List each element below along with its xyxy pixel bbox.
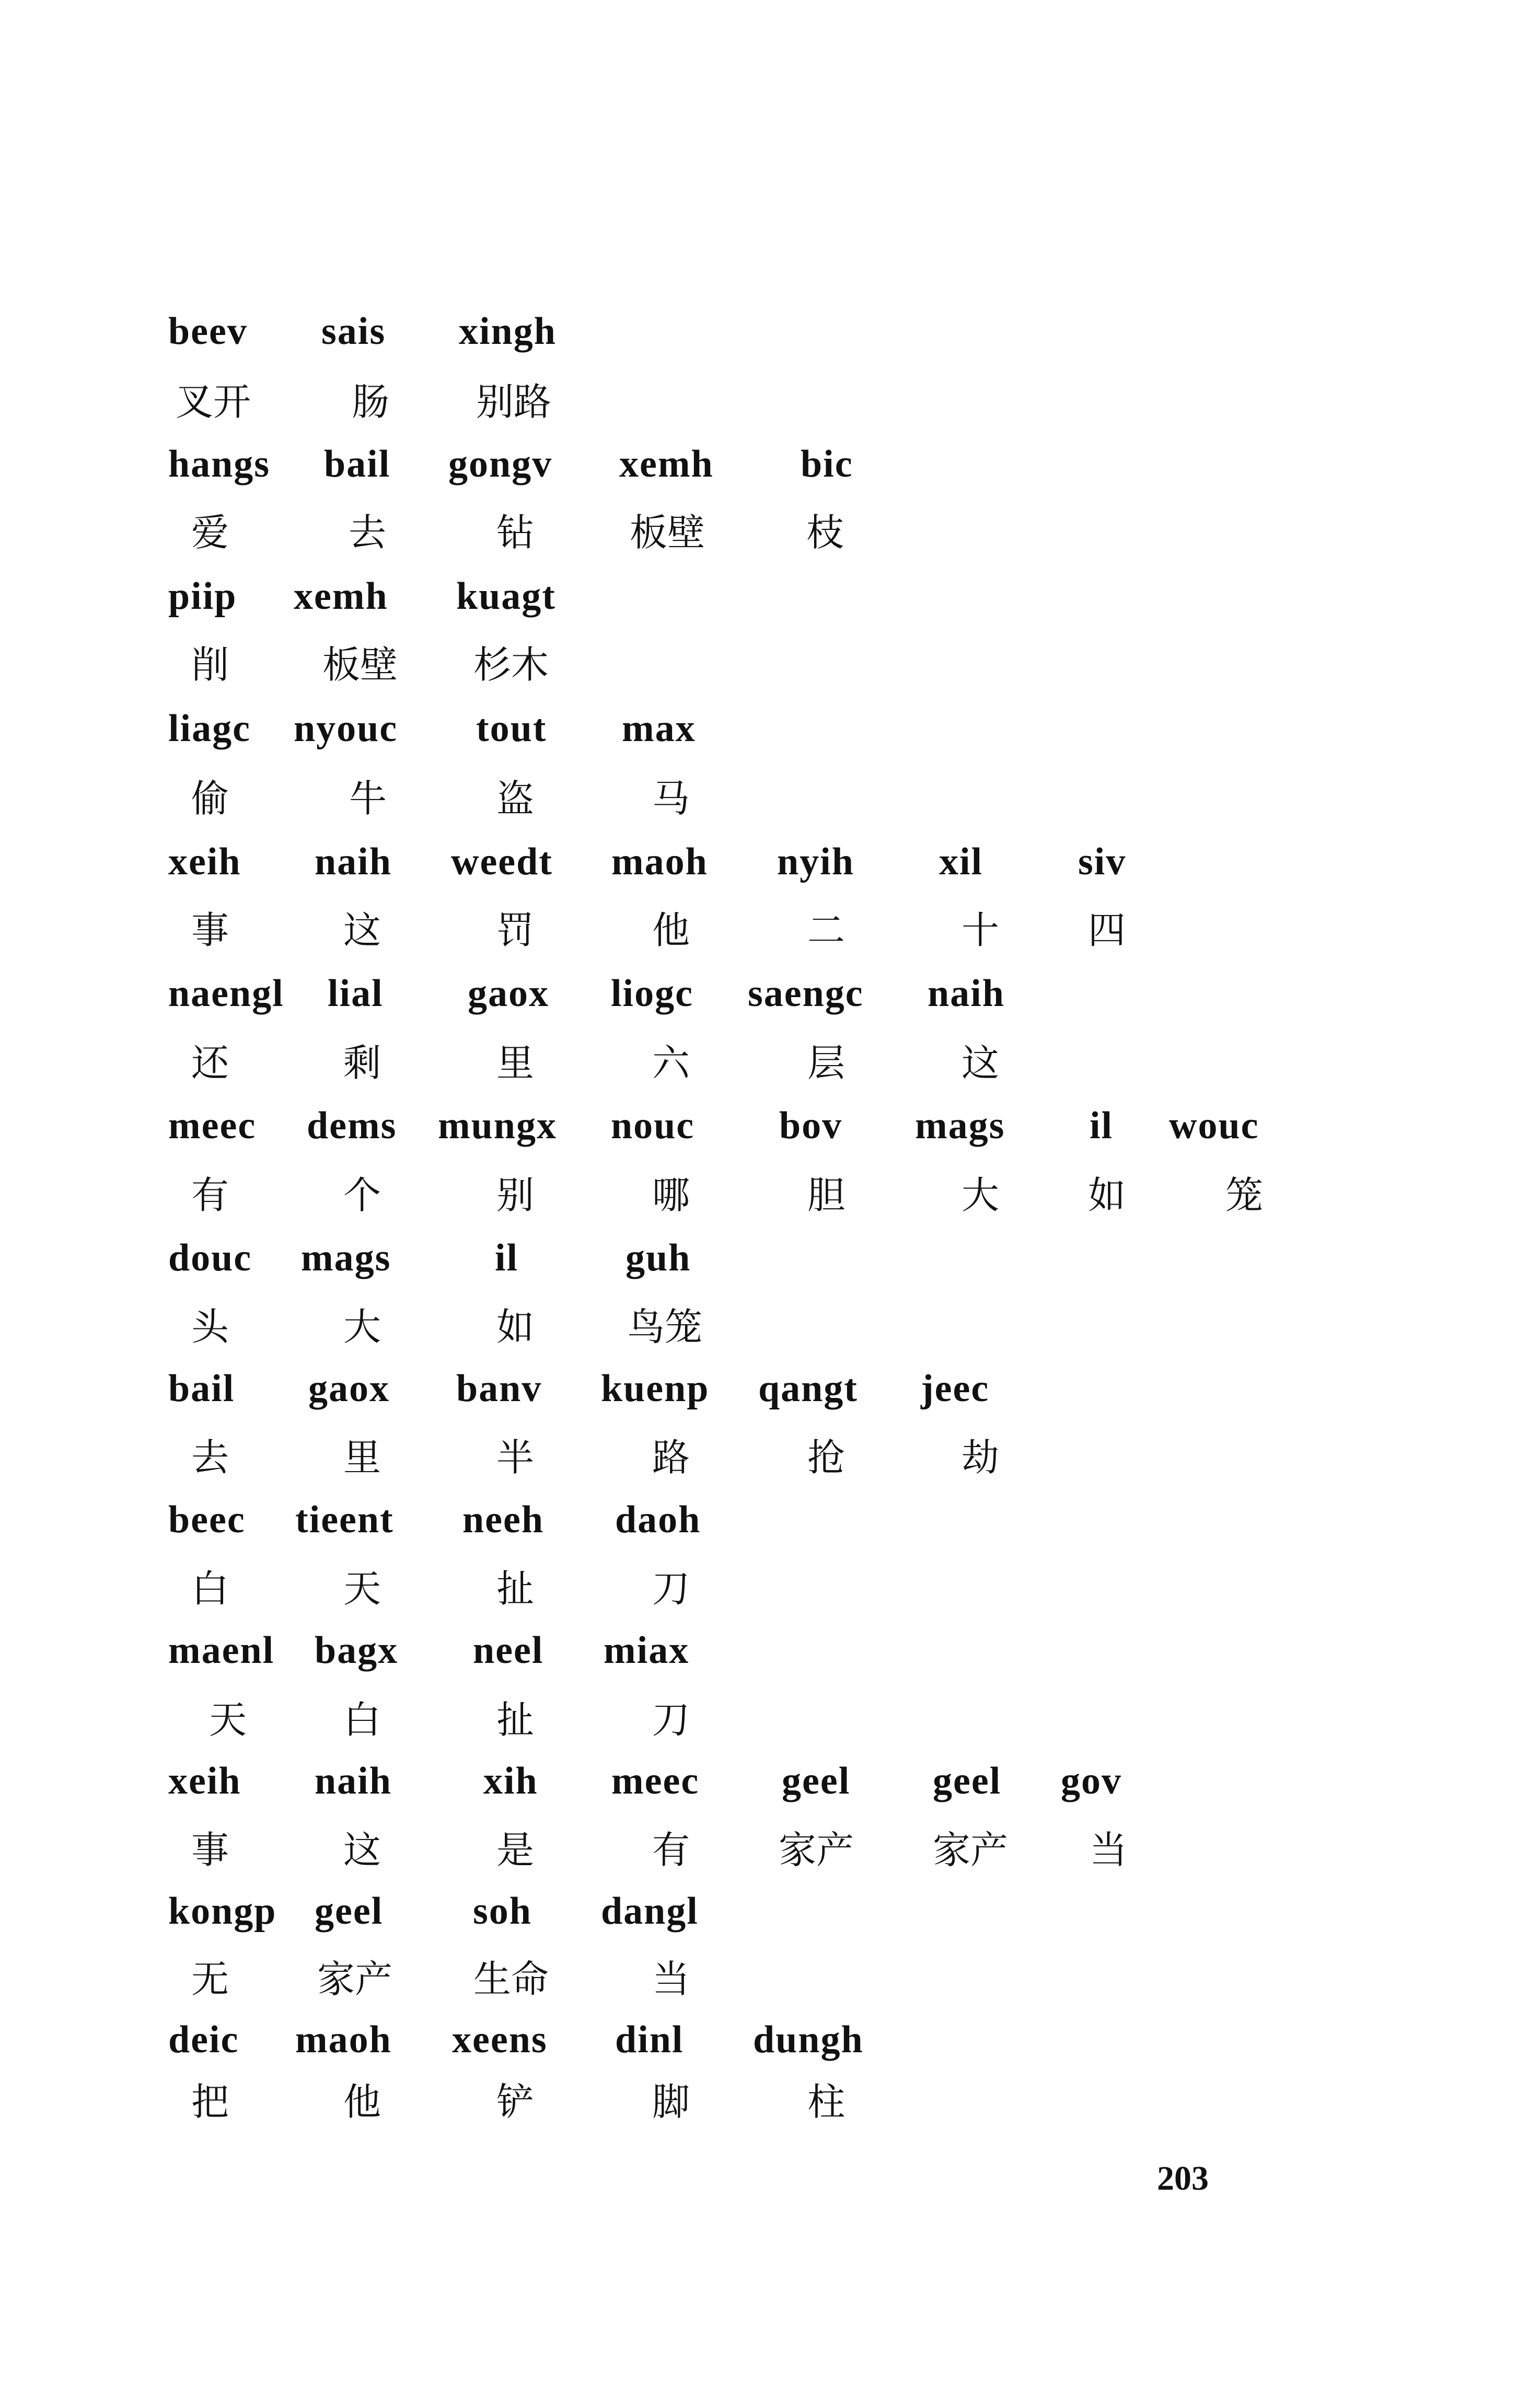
gloss-line <box>0 1698 1540 1764</box>
romanized-word: gongv <box>448 443 553 485</box>
romanized-line <box>0 709 1540 772</box>
page-number: 203 <box>1157 2159 1209 2198</box>
romanized-word: neeh <box>462 1498 544 1541</box>
gloss-word: 去 <box>191 1436 229 1479</box>
romanized-word: qangt <box>758 1367 858 1410</box>
gloss-line <box>0 643 1540 709</box>
gloss-word: 天 <box>209 1698 247 1742</box>
romanized-word: kuenp <box>601 1367 710 1410</box>
romanized-word: deic <box>168 2018 239 2061</box>
romanized-word: nouc <box>611 1104 695 1147</box>
romanized-line <box>0 1500 1540 1563</box>
romanized-word: lial <box>328 972 384 1015</box>
gloss-word: 扯 <box>496 1567 535 1611</box>
gloss-word: 叉开 <box>176 380 251 424</box>
gloss-word: 柱 <box>807 2080 846 2124</box>
gloss-word: 四 <box>1088 908 1126 952</box>
romanized-line <box>0 577 1540 640</box>
gloss-word: 个 <box>343 1173 381 1217</box>
romanized-word: dinl <box>615 2018 684 2061</box>
romanized-word: jeec <box>921 1367 990 1410</box>
romanized-word: xeih <box>168 1760 241 1802</box>
romanized-line <box>0 974 1540 1037</box>
romanized-line <box>0 842 1540 905</box>
romanized-word: piip <box>168 575 237 618</box>
romanized-word: neel <box>473 1629 544 1672</box>
romanized-word: max <box>622 707 696 750</box>
gloss-word: 有 <box>652 1828 690 1872</box>
romanized-word: bov <box>779 1104 843 1147</box>
gloss-word: 事 <box>191 908 229 952</box>
romanized-line <box>0 1106 1540 1169</box>
gloss-word: 扯 <box>496 1698 535 1742</box>
gloss-word: 偷 <box>191 777 229 820</box>
romanized-line <box>0 1631 1540 1694</box>
romanized-word: kongp <box>168 1890 277 1933</box>
gloss-word: 板壁 <box>630 511 705 554</box>
gloss-word: 这 <box>343 1828 381 1872</box>
gloss-word: 大 <box>962 1173 1000 1217</box>
romanized-word: mags <box>301 1236 391 1279</box>
romanized-line <box>0 1369 1540 1432</box>
romanized-word: beec <box>168 1498 246 1541</box>
gloss-word: 这 <box>962 1041 1000 1085</box>
romanized-word: naih <box>315 840 392 883</box>
romanized-line <box>0 1892 1540 1955</box>
gloss-word: 里 <box>343 1436 381 1479</box>
romanized-word: xingh <box>459 310 557 353</box>
gloss-word: 别 <box>496 1173 535 1217</box>
romanized-word: xemh <box>619 443 714 485</box>
gloss-word: 把 <box>191 2080 229 2124</box>
gloss-word: 当 <box>1090 1828 1128 1872</box>
romanized-word: il <box>1090 1104 1114 1147</box>
gloss-word: 白 <box>191 1567 229 1611</box>
gloss-word: 板壁 <box>322 643 398 687</box>
gloss-line <box>0 380 1540 446</box>
romanized-word: daoh <box>615 1498 701 1541</box>
romanized-word: bic <box>801 443 853 485</box>
gloss-line <box>0 2080 1540 2146</box>
gloss-word: 是 <box>496 1828 535 1872</box>
romanized-word: wouc <box>1169 1104 1259 1147</box>
romanized-word: xeih <box>168 840 241 883</box>
romanized-word: naengl <box>168 972 284 1015</box>
gloss-word: 别路 <box>476 380 552 424</box>
romanized-word: douc <box>168 1236 252 1279</box>
romanized-word: maoh <box>295 2018 392 2061</box>
romanized-line <box>0 312 1540 375</box>
romanized-word: mags <box>915 1104 1005 1147</box>
gloss-word: 劫 <box>962 1436 1000 1479</box>
gloss-word: 白 <box>343 1698 381 1742</box>
romanized-word: bail <box>324 443 391 485</box>
gloss-line <box>0 1567 1540 1633</box>
gloss-word: 这 <box>343 908 381 952</box>
romanized-word: geel <box>315 1890 384 1933</box>
romanized-word: naih <box>315 1760 392 1802</box>
romanized-line <box>0 1236 1540 1301</box>
gloss-word: 头 <box>191 1305 229 1349</box>
romanized-word: il <box>495 1236 519 1279</box>
romanized-word: maenl <box>168 1629 275 1672</box>
romanized-word: banv <box>456 1367 542 1410</box>
gloss-word: 还 <box>191 1041 229 1085</box>
romanized-word: siv <box>1078 840 1127 883</box>
romanized-word: dungh <box>753 2018 864 2061</box>
romanized-word: xemh <box>294 575 388 618</box>
gloss-word: 去 <box>349 511 387 554</box>
gloss-word: 天 <box>343 1567 381 1611</box>
gloss-word: 笼 <box>1225 1173 1264 1217</box>
gloss-word: 当 <box>652 1957 690 2001</box>
gloss-line <box>0 1957 1540 2023</box>
gloss-word: 他 <box>652 908 690 952</box>
romanized-word: liogc <box>611 972 693 1015</box>
romanized-line <box>0 2020 1540 2083</box>
romanized-word: xih <box>483 1760 538 1802</box>
romanized-line <box>0 445 1540 507</box>
gloss-word: 半 <box>496 1436 535 1479</box>
romanized-word: naih <box>928 972 1005 1015</box>
gloss-word: 爱 <box>191 511 229 554</box>
romanized-word: xeens <box>452 2018 548 2061</box>
gloss-word: 脚 <box>652 2080 690 2124</box>
romanized-word: liagc <box>168 707 251 750</box>
romanized-word: xil <box>939 840 983 883</box>
romanized-word: miax <box>604 1629 690 1672</box>
gloss-word: 如 <box>1088 1173 1126 1217</box>
gloss-word: 十 <box>962 908 1000 952</box>
romanized-word: gaox <box>468 972 549 1015</box>
gloss-word: 六 <box>652 1041 690 1085</box>
gloss-word: 刀 <box>652 1567 690 1611</box>
romanized-word: meec <box>168 1104 257 1147</box>
gloss-line <box>0 1173 1540 1239</box>
gloss-word: 家产 <box>779 1828 854 1872</box>
romanized-word: bagx <box>315 1629 399 1672</box>
romanized-word: dangl <box>601 1890 699 1933</box>
gloss-word: 大 <box>343 1305 381 1349</box>
gloss-word: 生命 <box>473 1957 549 2001</box>
gloss-word: 马 <box>652 777 690 820</box>
gloss-word: 他 <box>343 2080 381 2124</box>
gloss-word: 胆 <box>807 1173 846 1217</box>
romanized-word: sais <box>321 310 386 353</box>
romanized-word: maoh <box>611 840 708 883</box>
romanized-word: guh <box>626 1236 691 1279</box>
romanized-word: meec <box>611 1760 700 1802</box>
romanized-word: tout <box>476 707 547 750</box>
gloss-word: 抢 <box>807 1436 846 1479</box>
gloss-word: 哪 <box>652 1173 690 1217</box>
romanized-word: gov <box>1061 1760 1122 1802</box>
gloss-line <box>0 777 1540 842</box>
romanized-word: gaox <box>308 1367 390 1410</box>
gloss-word: 鸟笼 <box>627 1305 703 1349</box>
romanized-word: dems <box>307 1104 397 1147</box>
gloss-line <box>0 1305 1540 1371</box>
romanized-word: saengc <box>748 972 864 1015</box>
gloss-line <box>0 1041 1540 1107</box>
romanized-word: bail <box>168 1367 235 1410</box>
gloss-word: 家产 <box>933 1828 1009 1872</box>
gloss-line <box>0 511 1540 576</box>
gloss-word: 有 <box>191 1173 229 1217</box>
gloss-word: 铲 <box>496 2080 535 2124</box>
gloss-word: 路 <box>652 1436 690 1479</box>
gloss-word: 牛 <box>349 777 387 820</box>
gloss-word: 罚 <box>496 908 535 952</box>
romanized-word: tieent <box>295 1498 394 1541</box>
romanized-word: geel <box>782 1760 851 1802</box>
romanized-word: weedt <box>451 840 553 883</box>
romanized-word: beev <box>168 310 248 353</box>
gloss-word: 盗 <box>496 777 535 820</box>
romanized-word: nyih <box>777 840 854 883</box>
gloss-word: 二 <box>807 908 846 952</box>
gloss-word: 事 <box>191 1828 229 1872</box>
romanized-word: mungx <box>438 1104 557 1147</box>
gloss-line <box>0 1828 1540 1894</box>
gloss-word: 家产 <box>317 1957 393 2001</box>
romanized-word: kuagt <box>456 575 556 618</box>
gloss-word: 剩 <box>343 1041 381 1085</box>
gloss-word: 刀 <box>652 1698 690 1742</box>
romanized-word: soh <box>473 1890 532 1933</box>
gloss-line <box>0 908 1540 974</box>
gloss-word: 削 <box>191 643 229 687</box>
gloss-word: 肠 <box>352 380 390 424</box>
gloss-word: 无 <box>191 1957 229 2001</box>
gloss-word: 如 <box>496 1305 535 1349</box>
gloss-line <box>0 1436 1540 1501</box>
gloss-word: 杉木 <box>473 643 549 687</box>
romanized-line <box>0 1762 1540 1824</box>
gloss-word: 里 <box>496 1041 535 1085</box>
gloss-word: 枝 <box>806 511 844 554</box>
romanized-word: hangs <box>168 443 271 485</box>
gloss-word: 钻 <box>496 511 535 554</box>
gloss-word: 层 <box>807 1041 846 1085</box>
romanized-word: nyouc <box>294 707 398 750</box>
romanized-word: geel <box>933 1760 1002 1802</box>
